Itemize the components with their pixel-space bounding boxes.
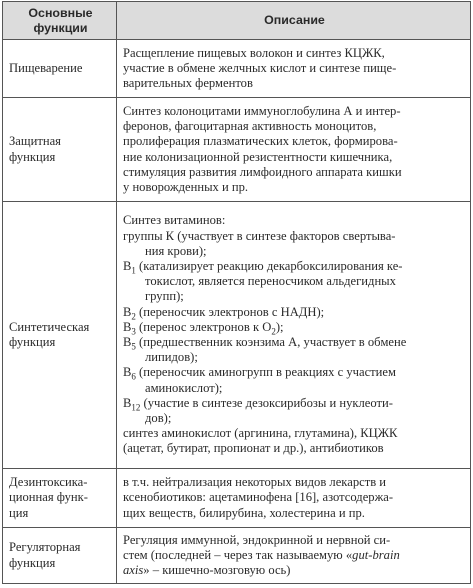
vitamin-subscript: 12 — [131, 402, 141, 413]
italic-term: gut-brain — [352, 547, 400, 562]
description-line — [123, 563, 466, 578]
vitamin-b6-line — [123, 365, 466, 380]
vitamin-letter: B — [123, 395, 132, 410]
description-line: пролиферация плазматических клеток, формирова- — [123, 134, 398, 149]
function-name: ция — [9, 505, 29, 520]
description-line: щих веществ, билирубина, холестерина и пр. — [123, 505, 365, 520]
description-line: Синтез витаминов: — [123, 213, 226, 228]
header-description: Описание — [117, 2, 471, 40]
description-line: феронов, фагоцитарная активность моноцитов, — [123, 119, 377, 134]
header-col1-line: Основные — [28, 5, 93, 20]
description-cell — [117, 40, 471, 98]
description-line: Расщепление пищевых волокон и синтез КЦЖК, — [123, 45, 385, 60]
description-line: ния крови); — [145, 243, 207, 258]
description-cell — [117, 469, 471, 528]
functions-table — [2, 1, 471, 584]
description-line: липидов); — [145, 350, 198, 365]
header-col1-line: функции — [33, 20, 88, 35]
description-line: в т.ч. нейтрализация некоторых видов лекарств и — [123, 475, 387, 490]
vitamin-b1-line — [123, 259, 466, 274]
description-text: стем (последней – через так называемую « — [123, 547, 353, 562]
table-row — [3, 528, 471, 584]
description-line: аминокислот); — [145, 380, 223, 395]
vitamin-b2-line — [123, 305, 466, 320]
description-line: у новорожденных и пр. — [123, 179, 249, 194]
vitamin-letter: B — [123, 258, 132, 273]
vitamin-subscript: 6 — [131, 371, 136, 382]
table-row — [3, 98, 471, 202]
function-name-cell — [3, 528, 117, 584]
description-line: токислот, является переносчиком альдегидных — [145, 274, 396, 289]
vitamin-b5-line — [123, 335, 466, 350]
vitamin-text-end: ); — [275, 319, 284, 334]
description-line: стимуляция развития лимфоидного аппарата кишки — [123, 164, 402, 179]
description-line: варительных ферментов — [123, 76, 253, 91]
vitamin-letter: B — [123, 304, 132, 319]
vitamin-b12-line — [123, 396, 466, 411]
description-cell — [117, 98, 471, 202]
vitamin-letter: B — [123, 365, 132, 380]
vitamin-subscript: 5 — [131, 341, 136, 352]
vitamin-letter: B — [123, 335, 132, 349]
function-name: Пищеварение — [9, 60, 83, 75]
description-text: » – кишечно-мозговую ось) — [143, 563, 291, 578]
function-name: Дезинтоксика- — [9, 475, 88, 490]
function-name: функция — [9, 149, 56, 164]
description-line: групп); — [145, 289, 184, 304]
function-name: функция — [9, 335, 56, 349]
function-name-cell — [3, 40, 117, 98]
function-name: функция — [9, 555, 56, 570]
vitamin-text: (переносчик электронов с НАДН); — [135, 304, 325, 319]
function-name-cell — [3, 469, 117, 528]
table-row — [3, 202, 471, 469]
description-cell — [117, 202, 471, 469]
vitamin-text: (предшественник коэнзима А, участвует в обмене — [135, 335, 407, 349]
description-cell — [117, 528, 471, 584]
vitamin-text: (участие в синтезе дезоксирибозы и нуклеоти- — [140, 395, 393, 410]
description-line: Синтез колоноцитами иммуноглобулина А и интер- — [123, 103, 401, 118]
description-line: (ацетат, бутират, пропионат и др.), антибиотиков — [123, 441, 384, 456]
function-name-cell — [3, 202, 117, 469]
italic-term: axis — [123, 563, 144, 578]
vitamin-text: (катализирует реакцию декарбоксилирования ке- — [135, 258, 403, 273]
function-name-cell — [3, 98, 117, 202]
description-line: группы К (участвует в синтезе факторов свертыва- — [123, 228, 396, 243]
vitamin-subscript: 3 — [131, 326, 136, 337]
vitamin-text: (перенос электронов к O — [135, 319, 272, 334]
table-row — [3, 469, 471, 528]
description-line: ние колонизационной резистентности кишечника, — [123, 149, 393, 164]
description-line: Регуляция иммунной, эндокринной и нервной си- — [123, 532, 391, 547]
description-line: ксенобиотиков: ацетаминофена [16], азотсодержа- — [123, 490, 394, 505]
description-line — [123, 548, 466, 563]
description-line: синтез аминокислот (аргинина, глутамина), КЦЖК — [123, 426, 398, 441]
vitamin-text: (переносчик аминогрупп в реакциях с участием — [135, 365, 396, 380]
function-name: Защитная — [9, 134, 61, 149]
table-header-row — [3, 2, 471, 40]
vitamin-subscript: 2 — [131, 311, 136, 322]
oxygen-subscript: 2 — [271, 326, 276, 337]
description-line: участие в обмене желчных кислот и синтезе пище- — [123, 60, 397, 75]
vitamin-letter: B — [123, 319, 132, 334]
function-name: Регуляторная — [9, 540, 81, 555]
header-main-functions — [3, 2, 117, 40]
function-name: Синтетическая — [9, 319, 90, 334]
function-name: ционная функ- — [9, 490, 88, 505]
vitamin-subscript: 1 — [131, 265, 136, 276]
description-line: дов); — [145, 411, 172, 426]
vitamin-b3-line — [123, 320, 466, 335]
table-row — [3, 40, 471, 98]
